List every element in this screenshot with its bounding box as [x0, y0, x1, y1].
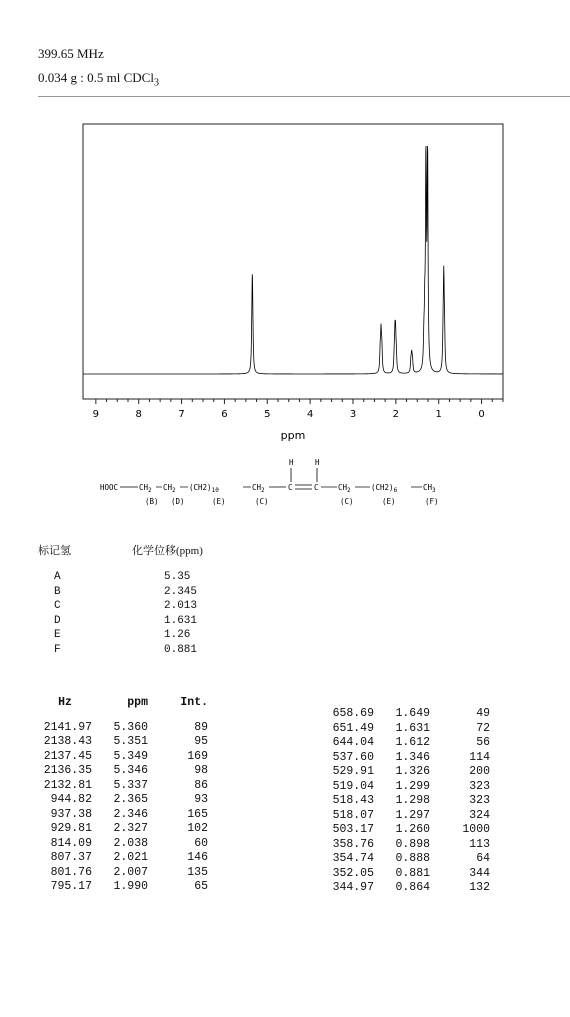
peak-ppm: 1.990 [113, 880, 148, 893]
peak-row [38, 851, 208, 866]
assignment-shift-list [164, 570, 197, 657]
peak-hz: 2136.35 [43, 764, 92, 777]
peak-ppm: 1.298 [395, 794, 430, 807]
peak-hz: 519.04 [332, 779, 374, 793]
peak-hz: 929.81 [50, 822, 92, 835]
assignment-shift: 2.013 [164, 600, 198, 612]
peak-ppm: 2.327 [113, 822, 148, 835]
peak-hz: 529.91 [332, 765, 374, 778]
peak-ppm: 2.038 [113, 836, 148, 850]
assignment-label: F [54, 643, 61, 656]
peak-hz: 2137.45 [43, 749, 92, 763]
peak-hz: 807.37 [50, 851, 92, 864]
sample-subscript: 3 [153, 77, 159, 89]
peak-int: 323 [469, 779, 490, 793]
alkene-carbon-2: C [314, 483, 319, 492]
group-ch2-b: $CH_2$ [139, 483, 152, 494]
peak-hz: 354.74 [332, 852, 374, 865]
peak-int: 200 [469, 765, 490, 778]
peak-row [320, 736, 490, 751]
assignment-shift: 2.345 [164, 585, 198, 598]
peak-hz: 537.60 [332, 750, 374, 764]
x-axis-label: ppm [280, 429, 306, 442]
peak-ppm: 1.346 [395, 750, 430, 764]
peak-row [320, 881, 490, 896]
alkene-carbon-1: C [288, 483, 293, 492]
peak-row [320, 852, 490, 867]
peak-hz: 795.17 [50, 880, 92, 893]
peak-hz: 352.05 [332, 866, 374, 880]
assignment-header-label: 标记氢 [38, 545, 71, 557]
peak-ppm: 5.346 [113, 764, 148, 777]
assignment-label: B [54, 585, 61, 598]
peak-ppm: 5.360 [113, 720, 148, 734]
h-label-1: H [289, 458, 294, 467]
peak-ppm: 5.349 [113, 749, 148, 763]
peak-ppm: 2.346 [113, 807, 148, 821]
peak-row [320, 780, 490, 795]
peak-hz: 644.04 [332, 736, 374, 749]
letter-f: (F) [425, 497, 439, 506]
letter-c1: (C) [255, 497, 269, 506]
x-tick-label: 7 [178, 409, 185, 420]
peak-row [38, 750, 208, 765]
peak-ppm: 2.007 [113, 865, 148, 879]
letter-e2: (E) [382, 497, 396, 506]
assignment-shift: 0.881 [164, 643, 198, 656]
peak-int: 86 [194, 778, 208, 792]
peak-int: 56 [476, 736, 490, 749]
peak-int: 1000 [462, 823, 490, 836]
peak-hz: 937.38 [50, 807, 92, 821]
peak-hz: 503.17 [332, 823, 374, 836]
assignment-label: D [54, 614, 61, 627]
peak-ppm: 1.649 [395, 707, 430, 720]
peak-ppm: 1.326 [395, 765, 430, 778]
peak-row [38, 721, 208, 736]
peak-hz: 2141.97 [43, 720, 92, 734]
plot-frame [83, 124, 503, 399]
group-ch2-c1: $CH_2$ [252, 483, 265, 494]
peak-row [320, 823, 490, 838]
peak-ppm: 0.881 [395, 866, 430, 880]
group-ch2-c2: $CH_2$ [338, 483, 351, 494]
assignment-shift: 1.631 [164, 614, 198, 627]
peak-row [38, 793, 208, 808]
sample-text: 0.034 g : 0.5 ml CDCl [38, 70, 154, 85]
peak-ppm: 1.631 [395, 721, 430, 735]
peak-hz: 344.97 [332, 881, 374, 894]
peak-ppm: 1.612 [395, 736, 430, 749]
peak-hz: 801.76 [50, 865, 92, 879]
group-ch3: $CH_3$ [423, 483, 436, 494]
sample-concentration [38, 70, 159, 89]
peak-ppm: 0.888 [395, 852, 430, 865]
assignment-header-shift: 化学位移(ppm) [132, 545, 203, 557]
peak-int: 95 [194, 735, 208, 748]
letter-c2: (C) [340, 497, 354, 506]
peak-ppm: 5.351 [113, 735, 148, 748]
assignment-shift: 5.35 [164, 571, 191, 583]
peak-table-right [320, 707, 490, 896]
peak-int: 324 [469, 808, 490, 822]
peak-ppm: 5.337 [113, 778, 148, 792]
peak-row [320, 751, 490, 766]
peak-row [38, 880, 208, 895]
peak-row [38, 735, 208, 750]
peak-hz: 944.82 [50, 793, 92, 806]
peak-row [38, 764, 208, 779]
group-ch2-6: $(CH2)_6$ [371, 483, 398, 494]
peak-row [38, 808, 208, 823]
peak-row [320, 867, 490, 882]
peak-int: 98 [194, 764, 208, 777]
peak-ppm: 1.299 [395, 779, 430, 793]
peak-row [38, 866, 208, 881]
peak-row [320, 809, 490, 824]
assignment-shift: 1.26 [164, 629, 191, 641]
peak-hz: 658.69 [332, 707, 374, 720]
group-ch2-d: $CH_2$ [163, 483, 176, 494]
peak-int: 93 [194, 793, 208, 806]
assignment-label: A [54, 571, 61, 583]
peak-int: 72 [476, 721, 490, 735]
assignment-label-list [54, 570, 61, 657]
assignment-label: E [54, 629, 61, 641]
letter-d: (D) [171, 497, 185, 506]
peak-table-header [38, 696, 208, 711]
peak-int: 165 [187, 807, 208, 821]
x-tick-label: 4 [306, 409, 314, 420]
peak-table-left [38, 696, 208, 895]
peak-row [38, 837, 208, 852]
peak-hz: 358.76 [332, 837, 374, 851]
group-ch2-10: $(CH2)_{10}$ [189, 483, 219, 494]
assignment-label: C [54, 600, 61, 612]
x-tick-label: 1 [435, 409, 442, 420]
x-tick-label: 8 [135, 409, 142, 420]
peak-hz: 814.09 [50, 836, 92, 850]
peak-hz: 518.43 [332, 794, 374, 807]
x-tick-label: 9 [92, 409, 100, 420]
peak-int: 113 [469, 837, 490, 851]
header-divider [38, 96, 570, 97]
peak-int: 146 [187, 851, 208, 864]
peak-int: 132 [469, 881, 490, 894]
peak-hz: 2132.81 [43, 778, 92, 792]
peak-int: 60 [194, 836, 208, 850]
x-tick-label: 3 [349, 409, 357, 420]
letter-b: (B) [145, 497, 159, 506]
peak-ppm: 1.297 [395, 808, 430, 822]
peak-hz: 651.49 [332, 721, 374, 735]
peak-ppm: 0.898 [395, 837, 430, 851]
h-label-2: H [315, 458, 320, 467]
x-axis-ticks [93, 399, 503, 420]
peak-int: 323 [469, 794, 490, 807]
peak-row [320, 707, 490, 722]
peak-int: 102 [187, 822, 208, 835]
letter-e1: (E) [212, 497, 226, 506]
peak-row [320, 765, 490, 780]
peak-hz: 518.07 [332, 808, 374, 822]
spectrometer-frequency: 399.65 MHz [38, 46, 104, 61]
peak-ppm: 0.864 [395, 881, 430, 894]
peak-ppm: 2.365 [113, 793, 148, 806]
molecular-structure [100, 456, 460, 516]
header-int: Int. [180, 696, 208, 709]
peak-ppm: 1.260 [395, 823, 430, 836]
peak-int: 64 [476, 852, 490, 865]
spectrum-trace [83, 146, 503, 374]
x-tick-label: 2 [392, 409, 400, 420]
peak-hz: 2138.43 [43, 735, 92, 748]
peak-int: 169 [187, 749, 208, 763]
peak-int: 65 [194, 880, 208, 893]
peak-int: 89 [194, 720, 208, 734]
peak-row [38, 779, 208, 794]
peak-int: 135 [187, 865, 208, 879]
peak-row [320, 838, 490, 853]
peak-row [38, 822, 208, 837]
peak-int: 114 [469, 750, 490, 764]
peak-int: 344 [469, 866, 490, 880]
x-tick-label: 5 [264, 409, 271, 420]
nmr-spectrum-chart [70, 118, 510, 448]
x-tick-label: 0 [478, 409, 485, 420]
peak-row [320, 722, 490, 737]
peak-row [320, 794, 490, 809]
header-ppm: ppm [127, 696, 148, 709]
group-hooc: HOOC [100, 483, 119, 492]
peak-ppm: 2.021 [113, 851, 148, 864]
header-hz: Hz [58, 696, 72, 709]
x-tick-label: 6 [221, 409, 228, 420]
peak-int: 49 [476, 707, 490, 720]
